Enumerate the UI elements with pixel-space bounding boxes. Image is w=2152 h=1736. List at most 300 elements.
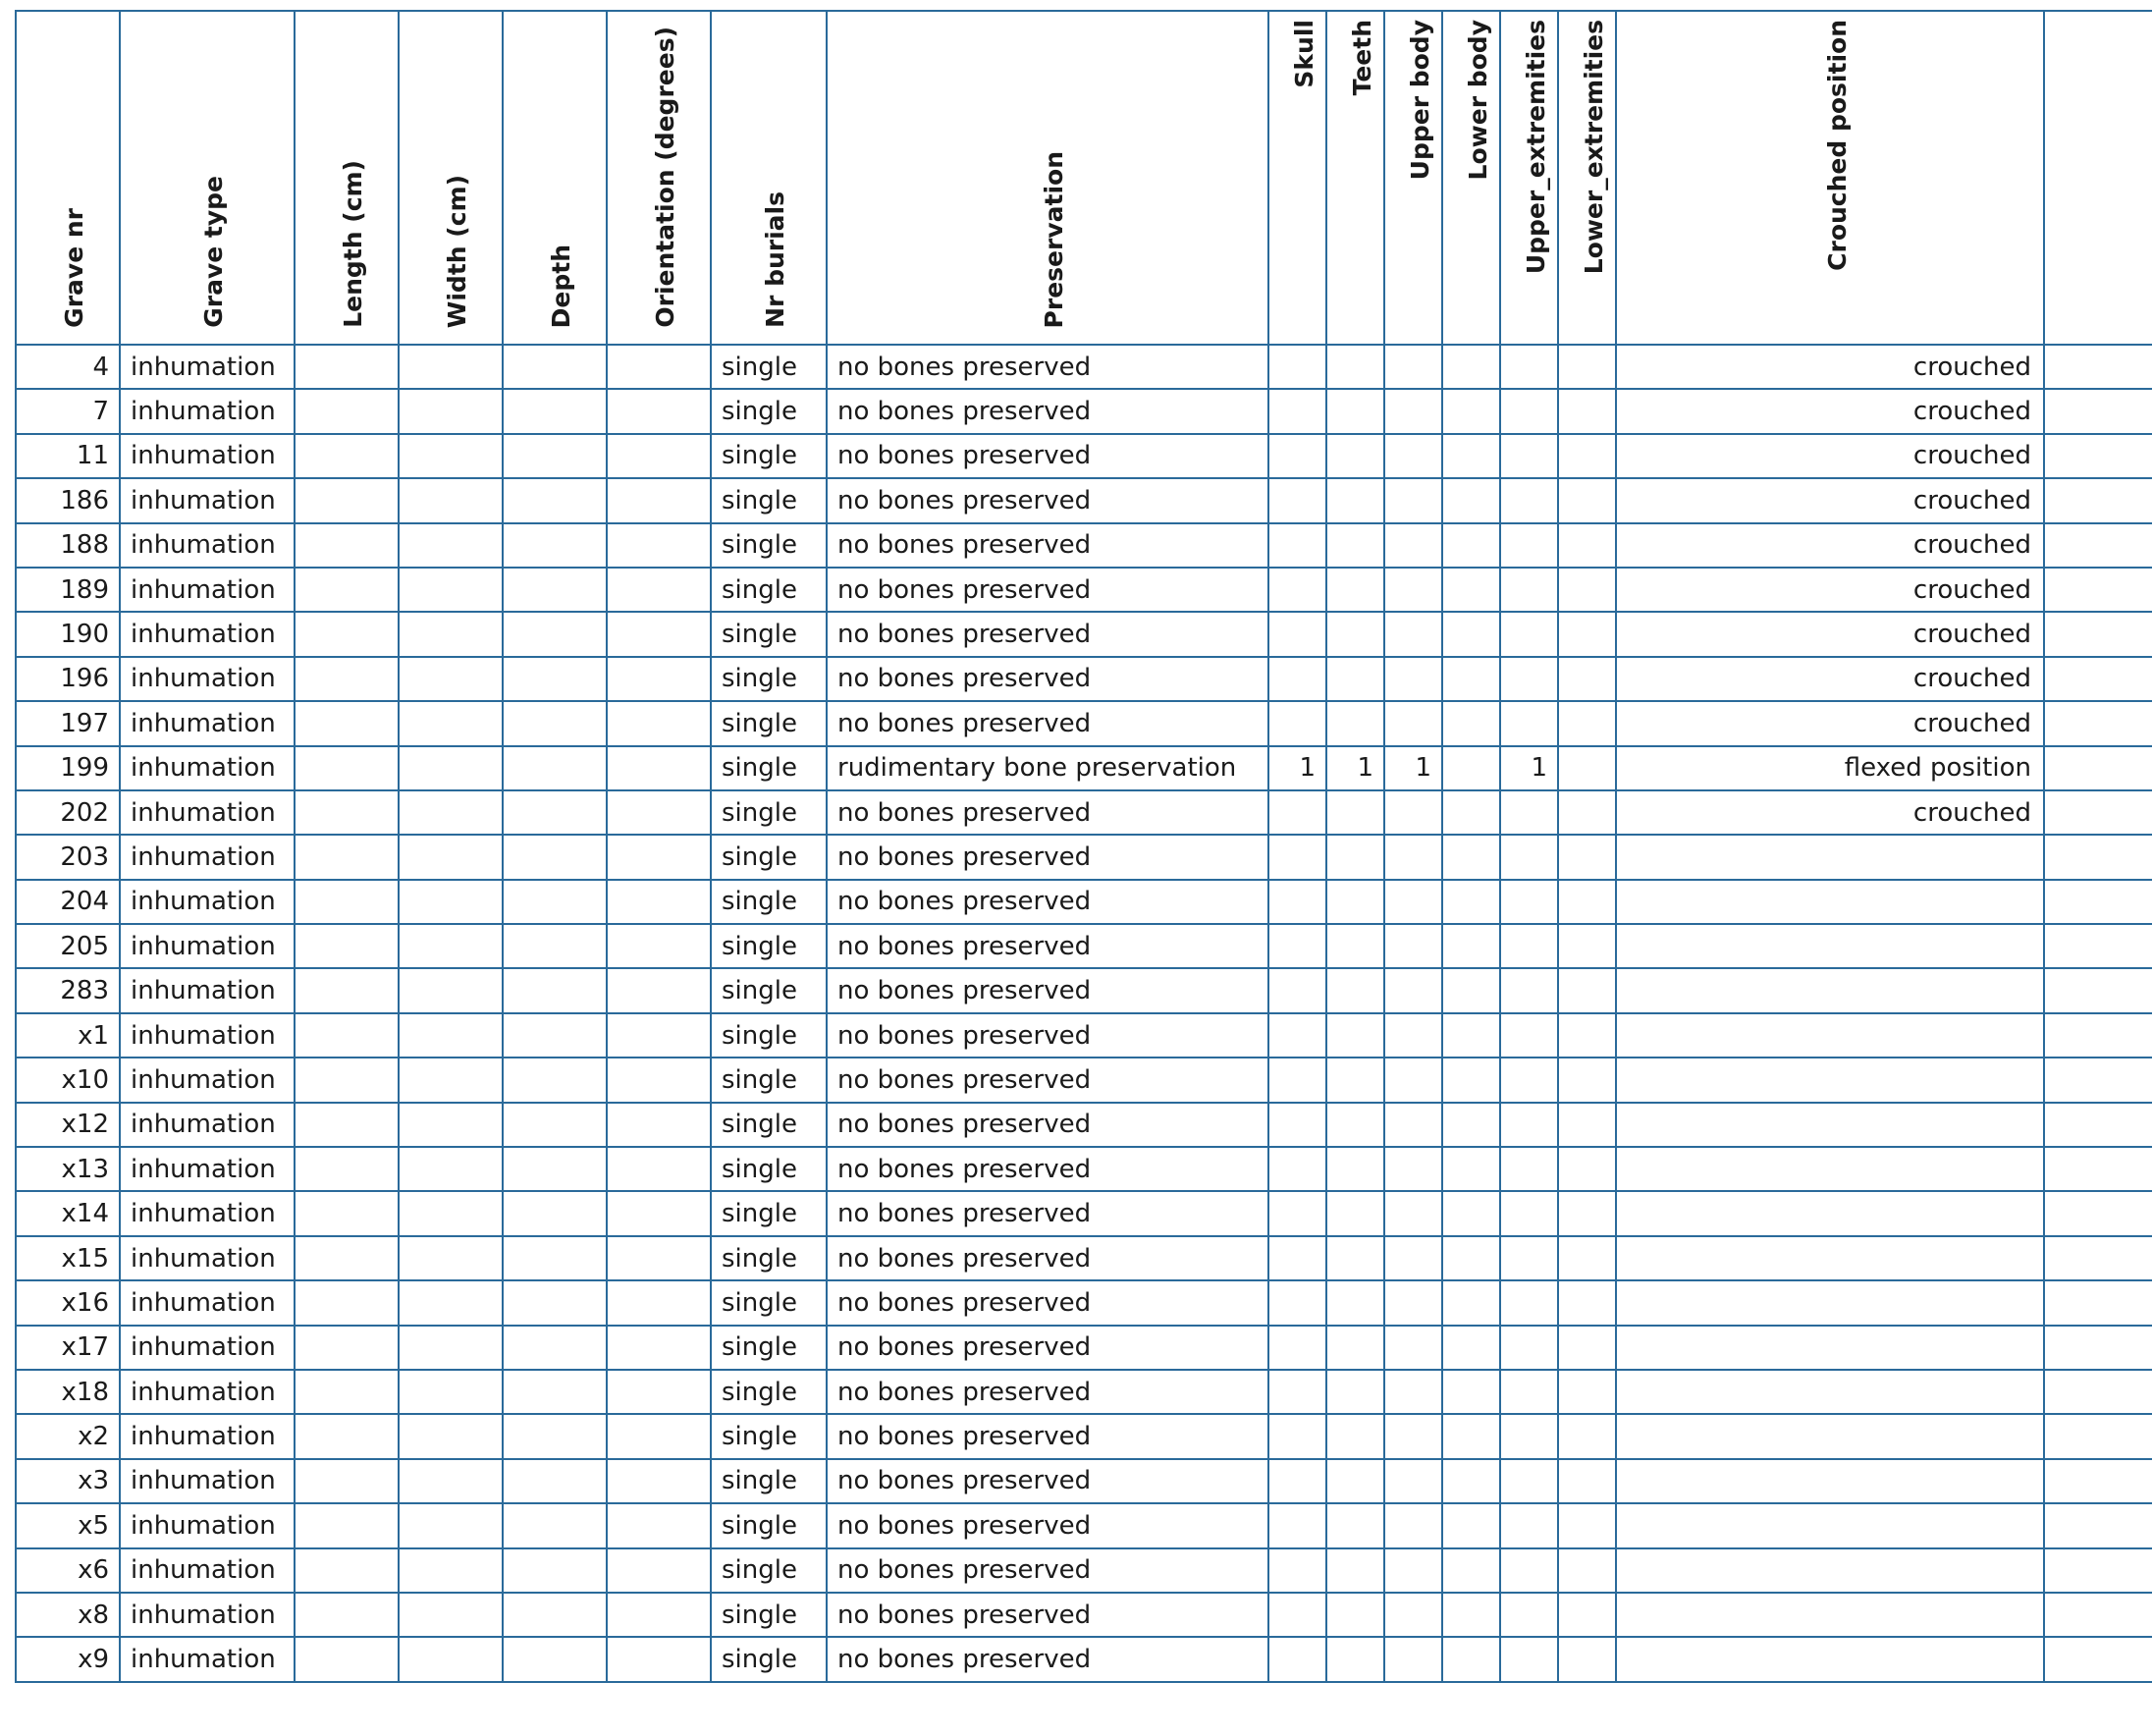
cell-empty	[503, 1147, 607, 1191]
cell-preservation: no bones preserved	[827, 924, 1268, 968]
cell-lower-body	[1442, 746, 1500, 790]
cell-empty	[503, 1326, 607, 1370]
cell-grave-type: inhumation	[120, 1593, 295, 1637]
cell-grave-type: inhumation	[120, 523, 295, 568]
cell-upper-body	[1384, 835, 1442, 879]
cell-empty	[2044, 968, 2152, 1012]
cell-grave-nr: x12	[16, 1103, 120, 1147]
cell-empty	[503, 568, 607, 612]
header-lower-body-label: Lower body	[1464, 20, 1492, 181]
cell-lower-extremities	[1558, 1326, 1616, 1370]
cell-nr-burials: single	[711, 568, 827, 612]
cell-grave-type: inhumation	[120, 1503, 295, 1547]
cell-skull	[1268, 389, 1326, 433]
cell-crouched-position: crouched	[1616, 523, 2044, 568]
cell-upper-extremities	[1500, 434, 1558, 478]
cell-upper-body	[1384, 434, 1442, 478]
cell-empty	[607, 1236, 711, 1280]
cell-empty	[2044, 1103, 2152, 1147]
cell-empty	[2044, 924, 2152, 968]
cell-skull	[1268, 345, 1326, 389]
cell-preservation: no bones preserved	[827, 1593, 1268, 1637]
cell-upper-extremities	[1500, 1191, 1558, 1235]
cell-upper-body	[1384, 345, 1442, 389]
cell-empty	[503, 880, 607, 924]
cell-teeth	[1326, 1548, 1384, 1593]
table-row	[16, 1503, 2152, 1547]
cell-lower-extremities	[1558, 1414, 1616, 1458]
cell-empty	[503, 434, 607, 478]
header-preservation	[827, 11, 1268, 345]
cell-crouched-position	[1616, 1236, 2044, 1280]
cell-empty	[607, 478, 711, 522]
cell-empty	[503, 1191, 607, 1235]
header-preservation-label: Preservation	[1039, 150, 1068, 328]
cell-empty	[295, 1236, 399, 1280]
cell-empty	[295, 612, 399, 656]
cell-lower-body	[1442, 1414, 1500, 1458]
cell-empty	[2044, 746, 2152, 790]
cell-empty	[2044, 1637, 2152, 1681]
cell-preservation: no bones preserved	[827, 523, 1268, 568]
cell-teeth	[1326, 478, 1384, 522]
cell-grave-type: inhumation	[120, 1236, 295, 1280]
cell-grave-nr: x8	[16, 1593, 120, 1637]
cell-empty	[399, 434, 503, 478]
cell-grave-type: inhumation	[120, 1637, 295, 1681]
cell-empty	[399, 1103, 503, 1147]
cell-skull	[1268, 968, 1326, 1012]
table-row	[16, 389, 2152, 433]
cell-lower-extremities	[1558, 924, 1616, 968]
header-row	[16, 11, 2152, 345]
cell-teeth	[1326, 1280, 1384, 1325]
cell-lower-extremities	[1558, 1058, 1616, 1102]
cell-grave-type: inhumation	[120, 1058, 295, 1102]
cell-grave-type: inhumation	[120, 1147, 295, 1191]
cell-lower-body	[1442, 924, 1500, 968]
cell-empty	[607, 434, 711, 478]
cell-crouched-position: crouched	[1616, 612, 2044, 656]
cell-grave-nr: 11	[16, 434, 120, 478]
cell-empty	[399, 1058, 503, 1102]
cell-upper-extremities	[1500, 880, 1558, 924]
cell-preservation: no bones preserved	[827, 478, 1268, 522]
cell-lower-extremities	[1558, 1236, 1616, 1280]
cell-empty	[503, 478, 607, 522]
cell-lower-body	[1442, 1459, 1500, 1503]
cell-lower-body	[1442, 1637, 1500, 1681]
cell-upper-extremities	[1500, 790, 1558, 835]
header-nr-burials-label: Nr burials	[760, 191, 789, 328]
cell-preservation: rudimentary bone preservation	[827, 746, 1268, 790]
cell-lower-extremities	[1558, 746, 1616, 790]
cell-grave-nr: 196	[16, 657, 120, 701]
cell-empty	[295, 701, 399, 745]
cell-empty	[503, 1280, 607, 1325]
table-row	[16, 880, 2152, 924]
cell-grave-type: inhumation	[120, 746, 295, 790]
cell-grave-type: inhumation	[120, 1414, 295, 1458]
cell-upper-body	[1384, 1147, 1442, 1191]
cell-empty	[607, 1191, 711, 1235]
cell-lower-body	[1442, 1280, 1500, 1325]
cell-empty	[607, 389, 711, 433]
cell-grave-nr: 7	[16, 389, 120, 433]
cell-crouched-position	[1616, 1637, 2044, 1681]
cell-upper-body	[1384, 1370, 1442, 1414]
cell-upper-body	[1384, 568, 1442, 612]
cell-empty	[607, 657, 711, 701]
cell-empty	[399, 478, 503, 522]
cell-nr-burials: single	[711, 1548, 827, 1593]
cell-skull	[1268, 1370, 1326, 1414]
cell-preservation: no bones preserved	[827, 790, 1268, 835]
cell-skull	[1268, 1459, 1326, 1503]
cell-grave-nr: 203	[16, 835, 120, 879]
cell-grave-type: inhumation	[120, 1191, 295, 1235]
cell-empty	[399, 389, 503, 433]
cell-lower-extremities	[1558, 1191, 1616, 1235]
cell-upper-body	[1384, 790, 1442, 835]
cell-grave-nr: x10	[16, 1058, 120, 1102]
header-length	[295, 11, 399, 345]
cell-grave-nr: x17	[16, 1326, 120, 1370]
table-row	[16, 924, 2152, 968]
cell-empty	[295, 1370, 399, 1414]
cell-crouched-position: crouched	[1616, 790, 2044, 835]
cell-empty	[399, 1637, 503, 1681]
cell-nr-burials: single	[711, 1414, 827, 1458]
cell-grave-type: inhumation	[120, 478, 295, 522]
cell-empty	[607, 1370, 711, 1414]
cell-grave-type: inhumation	[120, 1326, 295, 1370]
cell-upper-extremities	[1500, 1326, 1558, 1370]
cell-empty	[2044, 701, 2152, 745]
cell-upper-extremities	[1500, 1593, 1558, 1637]
header-lower-extremities-label: Lower_extremities	[1580, 20, 1608, 275]
cell-skull	[1268, 880, 1326, 924]
cell-preservation: no bones preserved	[827, 968, 1268, 1012]
cell-lower-extremities	[1558, 568, 1616, 612]
header-grave-nr-label: Grave nr	[59, 208, 88, 328]
cell-upper-extremities	[1500, 478, 1558, 522]
cell-empty	[295, 478, 399, 522]
cell-empty	[607, 1103, 711, 1147]
cell-upper-body	[1384, 657, 1442, 701]
table-row	[16, 835, 2152, 879]
cell-upper-extremities	[1500, 612, 1558, 656]
cell-teeth	[1326, 657, 1384, 701]
cell-crouched-position	[1616, 1414, 2044, 1458]
cell-upper-body	[1384, 1503, 1442, 1547]
cell-empty	[607, 1414, 711, 1458]
cell-skull	[1268, 790, 1326, 835]
cell-empty	[295, 1548, 399, 1593]
cell-crouched-position: crouched	[1616, 657, 2044, 701]
cell-empty	[607, 746, 711, 790]
table-row	[16, 657, 2152, 701]
cell-empty	[399, 345, 503, 389]
cell-teeth	[1326, 701, 1384, 745]
cell-empty	[295, 790, 399, 835]
cell-nr-burials: single	[711, 790, 827, 835]
cell-nr-burials: single	[711, 1280, 827, 1325]
cell-empty	[295, 657, 399, 701]
cell-empty	[295, 1593, 399, 1637]
cell-empty	[503, 1414, 607, 1458]
table-row	[16, 1414, 2152, 1458]
cell-lower-body	[1442, 701, 1500, 745]
cell-lower-body	[1442, 1548, 1500, 1593]
cell-empty	[503, 1236, 607, 1280]
cell-upper-body	[1384, 1280, 1442, 1325]
cell-lower-body	[1442, 1236, 1500, 1280]
cell-empty	[607, 1147, 711, 1191]
cell-empty	[295, 1459, 399, 1503]
header-orientation	[607, 11, 711, 345]
cell-empty	[2044, 345, 2152, 389]
cell-lower-body	[1442, 1326, 1500, 1370]
cell-upper-extremities	[1500, 1370, 1558, 1414]
cell-empty	[607, 568, 711, 612]
cell-skull	[1268, 1326, 1326, 1370]
header-crouched-position-label: Crouched position	[1822, 20, 1852, 271]
cell-nr-burials: single	[711, 835, 827, 879]
table-row	[16, 1236, 2152, 1280]
cell-skull	[1268, 1191, 1326, 1235]
cell-lower-extremities	[1558, 1593, 1616, 1637]
cell-empty	[399, 790, 503, 835]
cell-empty	[607, 835, 711, 879]
table-row	[16, 1326, 2152, 1370]
cell-upper-extremities	[1500, 345, 1558, 389]
header-depth	[503, 11, 607, 345]
cell-nr-burials: single	[711, 1013, 827, 1058]
cell-upper-body	[1384, 1013, 1442, 1058]
cell-empty	[607, 1637, 711, 1681]
header-grave-nr	[16, 11, 120, 345]
table-row	[16, 612, 2152, 656]
cell-empty	[2044, 1236, 2152, 1280]
cell-nr-burials: single	[711, 1370, 827, 1414]
cell-empty	[503, 345, 607, 389]
cell-empty	[503, 1459, 607, 1503]
cell-upper-extremities	[1500, 835, 1558, 879]
cell-empty	[607, 1280, 711, 1325]
table-row	[16, 790, 2152, 835]
cell-upper-body	[1384, 1593, 1442, 1637]
cell-upper-extremities	[1500, 1013, 1558, 1058]
cell-skull	[1268, 924, 1326, 968]
cell-teeth	[1326, 1013, 1384, 1058]
cell-crouched-position	[1616, 1280, 2044, 1325]
cell-empty	[2044, 1414, 2152, 1458]
table-row	[16, 701, 2152, 745]
cell-lower-extremities	[1558, 478, 1616, 522]
cell-crouched-position	[1616, 924, 2044, 968]
cell-preservation: no bones preserved	[827, 1459, 1268, 1503]
table-row	[16, 478, 2152, 522]
cell-lower-extremities	[1558, 880, 1616, 924]
cell-upper-body	[1384, 1191, 1442, 1235]
cell-empty	[2044, 657, 2152, 701]
cell-nr-burials: single	[711, 1459, 827, 1503]
cell-empty	[295, 523, 399, 568]
cell-upper-extremities: 1	[1500, 746, 1558, 790]
cell-empty	[295, 1326, 399, 1370]
cell-teeth	[1326, 924, 1384, 968]
table-row	[16, 345, 2152, 389]
cell-empty	[295, 1013, 399, 1058]
cell-empty	[503, 523, 607, 568]
cell-lower-body	[1442, 1191, 1500, 1235]
cell-empty	[2044, 523, 2152, 568]
cell-empty	[503, 790, 607, 835]
cell-lower-body	[1442, 568, 1500, 612]
cell-teeth	[1326, 1459, 1384, 1503]
cell-empty	[399, 523, 503, 568]
cell-empty	[503, 389, 607, 433]
cell-teeth	[1326, 1236, 1384, 1280]
cell-lower-extremities	[1558, 523, 1616, 568]
cell-teeth	[1326, 523, 1384, 568]
cell-nr-burials: single	[711, 434, 827, 478]
cell-upper-body	[1384, 968, 1442, 1012]
header-skull-label: Skull	[1290, 20, 1318, 88]
cell-skull	[1268, 1280, 1326, 1325]
cell-upper-extremities	[1500, 1280, 1558, 1325]
cell-grave-type: inhumation	[120, 1459, 295, 1503]
cell-preservation: no bones preserved	[827, 835, 1268, 879]
cell-empty	[503, 701, 607, 745]
cell-grave-type: inhumation	[120, 1370, 295, 1414]
cell-grave-nr: 205	[16, 924, 120, 968]
cell-skull	[1268, 1236, 1326, 1280]
cell-upper-body	[1384, 924, 1442, 968]
cell-empty	[2044, 880, 2152, 924]
header-crouched-position	[1616, 11, 2044, 345]
cell-grave-type: inhumation	[120, 1548, 295, 1593]
cell-preservation: no bones preserved	[827, 1548, 1268, 1593]
cell-teeth	[1326, 835, 1384, 879]
cell-grave-type: inhumation	[120, 1280, 295, 1325]
cell-empty	[399, 924, 503, 968]
cell-teeth	[1326, 1326, 1384, 1370]
cell-preservation: no bones preserved	[827, 1013, 1268, 1058]
cell-crouched-position	[1616, 1593, 2044, 1637]
cell-crouched-position: crouched	[1616, 345, 2044, 389]
cell-lower-extremities	[1558, 1637, 1616, 1681]
cell-empty	[2044, 1191, 2152, 1235]
cell-empty	[295, 568, 399, 612]
cell-upper-body	[1384, 389, 1442, 433]
cell-grave-nr: 197	[16, 701, 120, 745]
cell-skull	[1268, 612, 1326, 656]
cell-empty	[503, 746, 607, 790]
header-depth-label: Depth	[546, 244, 575, 328]
cell-teeth	[1326, 880, 1384, 924]
cell-crouched-position: flexed position	[1616, 746, 2044, 790]
cell-upper-extremities	[1500, 1147, 1558, 1191]
cell-empty	[503, 1503, 607, 1547]
cell-nr-burials: single	[711, 1236, 827, 1280]
cell-crouched-position: crouched	[1616, 701, 2044, 745]
cell-empty	[607, 790, 711, 835]
cell-upper-extremities	[1500, 1637, 1558, 1681]
cell-lower-body	[1442, 968, 1500, 1012]
cell-empty	[607, 1326, 711, 1370]
cell-empty	[607, 968, 711, 1012]
cell-skull	[1268, 1548, 1326, 1593]
cell-teeth	[1326, 1414, 1384, 1458]
cell-empty	[607, 1548, 711, 1593]
cell-empty	[2044, 568, 2152, 612]
cell-grave-nr: x1	[16, 1013, 120, 1058]
cell-skull	[1268, 657, 1326, 701]
cell-lower-body	[1442, 1593, 1500, 1637]
cell-empty	[399, 880, 503, 924]
cell-teeth	[1326, 389, 1384, 433]
cell-preservation: no bones preserved	[827, 1414, 1268, 1458]
cell-upper-extremities	[1500, 1414, 1558, 1458]
header-teeth-label: Teeth	[1348, 20, 1376, 96]
cell-lower-extremities	[1558, 1370, 1616, 1414]
cell-crouched-position: crouched	[1616, 389, 2044, 433]
cell-grave-nr: x14	[16, 1191, 120, 1235]
cell-grave-nr: 188	[16, 523, 120, 568]
cell-empty	[399, 1147, 503, 1191]
cell-preservation: no bones preserved	[827, 1326, 1268, 1370]
cell-nr-burials: single	[711, 880, 827, 924]
cell-lower-extremities	[1558, 835, 1616, 879]
cell-grave-nr: x2	[16, 1414, 120, 1458]
cell-empty	[503, 1013, 607, 1058]
cell-empty	[295, 1280, 399, 1325]
header-orientation-label: Orientation (degrees)	[650, 27, 679, 328]
cell-upper-body	[1384, 1548, 1442, 1593]
cell-skull	[1268, 1414, 1326, 1458]
header-upper-body	[1384, 11, 1442, 345]
header-width-label: Width (cm)	[442, 174, 471, 328]
cell-empty	[399, 1370, 503, 1414]
cell-empty	[295, 389, 399, 433]
cell-upper-extremities	[1500, 1459, 1558, 1503]
cell-nr-burials: single	[711, 1147, 827, 1191]
header-empty	[2044, 11, 2152, 345]
table-row	[16, 1637, 2152, 1681]
cell-teeth: 1	[1326, 746, 1384, 790]
cell-crouched-position	[1616, 1191, 2044, 1235]
cell-grave-nr: x18	[16, 1370, 120, 1414]
cell-grave-nr: x13	[16, 1147, 120, 1191]
cell-nr-burials: single	[711, 1191, 827, 1235]
cell-skull	[1268, 568, 1326, 612]
cell-teeth	[1326, 790, 1384, 835]
cell-skull	[1268, 1058, 1326, 1102]
cell-crouched-position	[1616, 1147, 2044, 1191]
cell-empty	[503, 657, 607, 701]
cell-lower-extremities	[1558, 968, 1616, 1012]
cell-empty	[399, 657, 503, 701]
header-upper-extremities-label: Upper_extremities	[1522, 20, 1550, 275]
cell-nr-burials: single	[711, 1326, 827, 1370]
cell-preservation: no bones preserved	[827, 701, 1268, 745]
cell-upper-body	[1384, 612, 1442, 656]
cell-empty	[607, 701, 711, 745]
cell-empty	[607, 612, 711, 656]
cell-empty	[2044, 1593, 2152, 1637]
